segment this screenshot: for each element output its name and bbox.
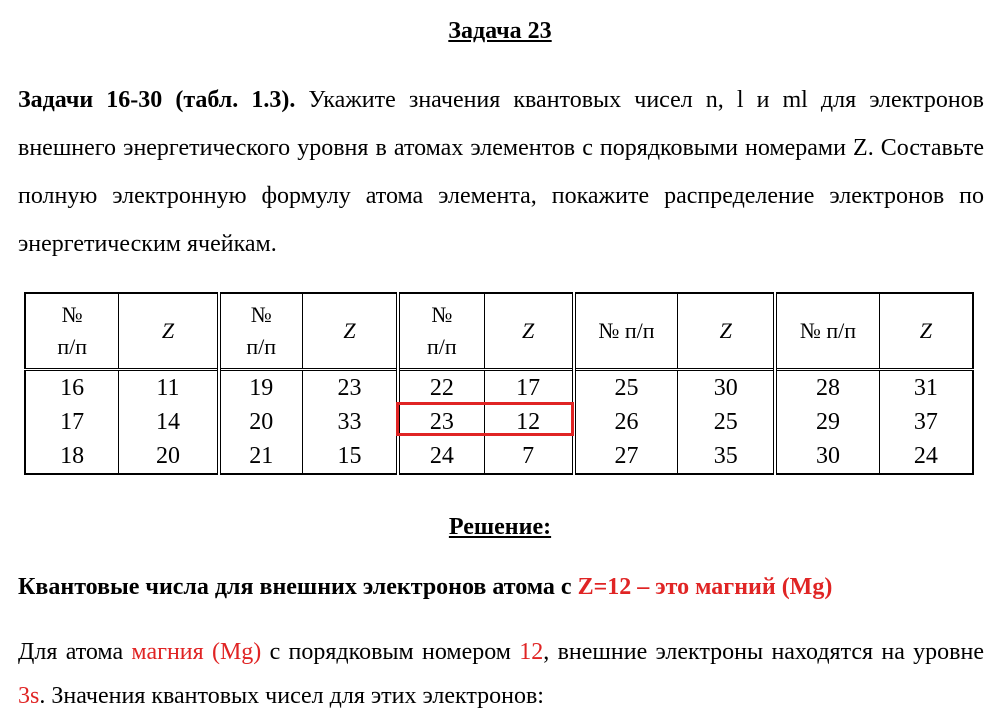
table-cell: 19 (219, 370, 303, 406)
table-cell: 15 (302, 439, 398, 474)
header-z-2: Z (302, 293, 398, 370)
para-atomic-number: 12 (519, 639, 544, 665)
header-z-1: Z (119, 293, 219, 370)
table-cell: 20 (119, 439, 219, 474)
table-cell: 16 (25, 370, 119, 406)
para-sublevel: 3s (18, 683, 40, 709)
solution-heading-prefix: Квантовые числа для внешних электронов атома с (18, 574, 578, 600)
table-cell-highlighted: 12 (484, 405, 574, 439)
table-cell: 28 (775, 370, 879, 406)
problem-text: Укажите значения квантовых чисел n, l и ml для электронов внешнего энергетического уровня в атомах элементов с порядковыми номерами Z. Составьте полную электронную формулу атома элемента, покажите распределение электронов по энергетическим ячейкам. (18, 87, 984, 257)
table-cell: 23 (302, 370, 398, 406)
table-cell: 21 (219, 439, 303, 474)
elements-table (24, 292, 974, 475)
header-z-4: Z (678, 293, 776, 370)
table-cell: 24 (398, 439, 484, 474)
table-cell: 27 (574, 439, 678, 474)
problem-statement (18, 76, 984, 268)
table-cell: 25 (678, 405, 776, 439)
header-num-1: № п/п (25, 293, 119, 370)
table-cell: 25 (574, 370, 678, 406)
para-text: . Значения квантовых чисел для этих электронов: (39, 683, 544, 709)
highlight-box (396, 402, 574, 436)
para-text: с порядковым номером (261, 639, 520, 665)
table-cell: 26 (574, 405, 678, 439)
solution-paragraph (18, 630, 984, 718)
header-num-4: № п/п (574, 293, 678, 370)
problem-title: Задача 23 (448, 18, 552, 44)
table-cell: 31 (879, 370, 973, 406)
solution-heading (18, 574, 832, 601)
table-cell: 14 (119, 405, 219, 439)
para-text: Для атома (18, 639, 132, 665)
para-text: , внешние электроны находятся на уровне (543, 639, 984, 665)
table-cell: 30 (678, 370, 776, 406)
table-cell: 18 (25, 439, 119, 474)
table-row (25, 439, 973, 474)
para-element-name: магния (Mg) (131, 639, 262, 665)
table-cell-highlighted: 23 (398, 405, 484, 439)
header-num-5: № п/п (775, 293, 879, 370)
table-cell: 30 (775, 439, 879, 474)
table-cell: 37 (879, 405, 973, 439)
table-cell: 17 (25, 405, 119, 439)
table-cell: 29 (775, 405, 879, 439)
table-cell: 33 (302, 405, 398, 439)
table-header-row (25, 293, 973, 370)
table-cell: 17 (484, 370, 574, 406)
header-num-3: № п/п (398, 293, 484, 370)
table-cell: 35 (678, 439, 776, 474)
problem-lead: Задачи 16-30 (табл. 1.3). (18, 87, 296, 113)
table-cell: 11 (119, 370, 219, 406)
header-num-2: № п/п (219, 293, 303, 370)
table-cell: 20 (219, 405, 303, 439)
table-cell: 7 (484, 439, 574, 474)
table-cell: 22 (398, 370, 484, 406)
solution-heading-element: Z=12 – это магний (Mg) (577, 574, 833, 600)
solution-title: Решение: (448, 514, 552, 540)
table-row (25, 370, 973, 406)
header-z-5: Z (879, 293, 973, 370)
header-z-3: Z (484, 293, 574, 370)
table-cell: 24 (879, 439, 973, 474)
